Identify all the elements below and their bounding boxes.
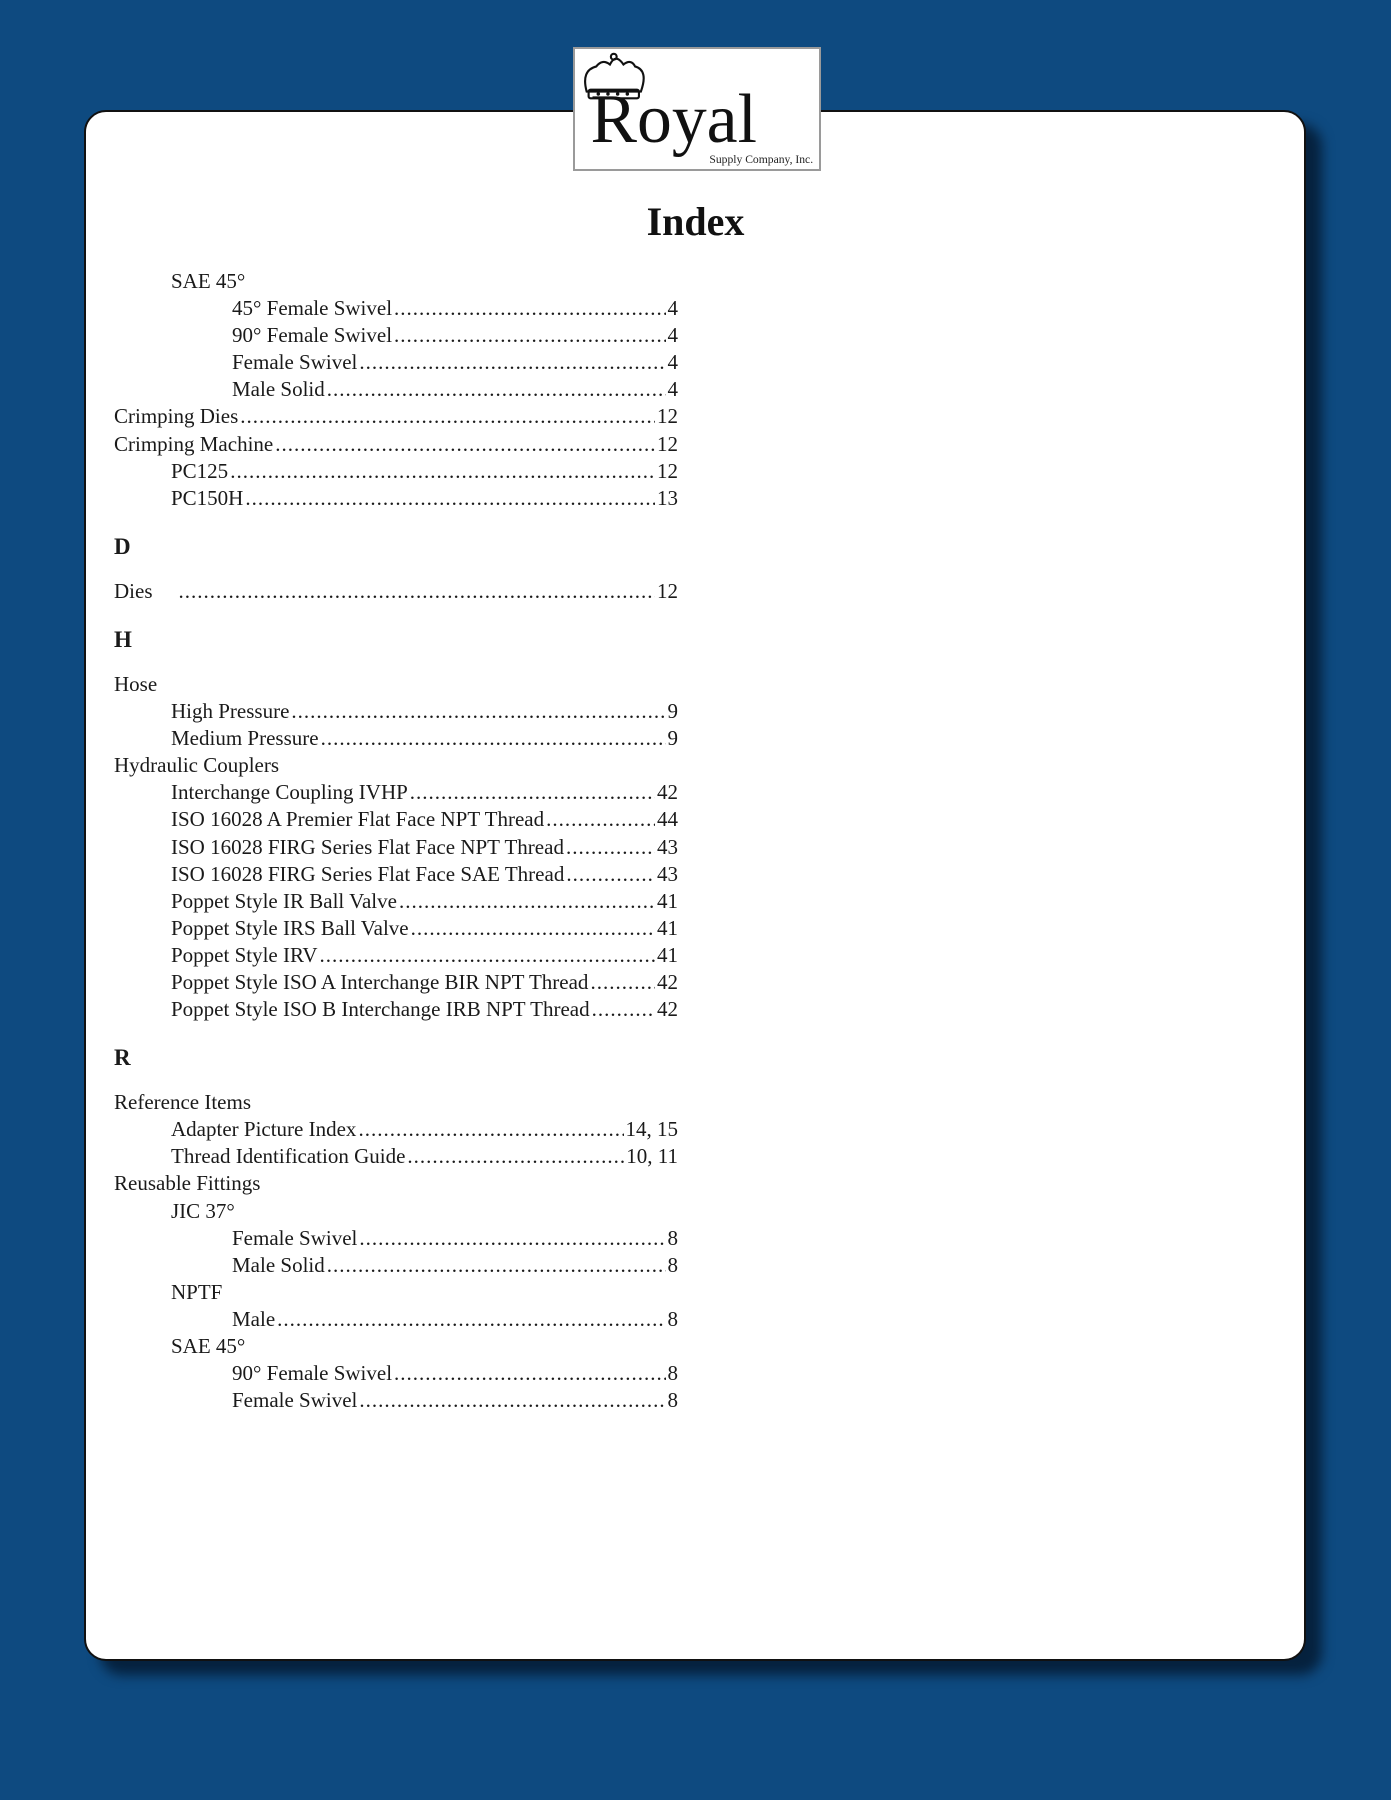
section-heading: H xyxy=(114,626,132,652)
index-entry xyxy=(114,1333,678,1360)
crown-logo-icon xyxy=(575,49,819,169)
index-entry xyxy=(114,295,678,322)
page-number: 12 xyxy=(657,578,678,603)
index-entry xyxy=(114,1279,678,1306)
entry-label: Dies xyxy=(114,578,153,603)
page-number: 12 xyxy=(657,431,678,456)
entry-label: Crimping Machine xyxy=(114,431,274,456)
dot-leader xyxy=(245,485,655,512)
dot-leader xyxy=(590,969,655,996)
entry-label: Thread Identification Guide xyxy=(171,1144,406,1169)
page-number: 43 xyxy=(657,834,678,859)
entry-label: PC125 xyxy=(171,458,229,483)
entry-label: Poppet Style IRV xyxy=(171,942,318,967)
index-entry xyxy=(114,1360,678,1387)
index-entry xyxy=(114,779,678,806)
index-entry xyxy=(114,915,678,942)
page-number: 4 xyxy=(667,350,678,375)
section-heading: D xyxy=(114,533,131,559)
index-entry xyxy=(114,996,678,1023)
page-number: 41 xyxy=(657,888,678,913)
entry-label: NPTF xyxy=(171,1279,223,1304)
dot-leader xyxy=(566,861,655,888)
dot-leader xyxy=(592,996,655,1023)
royal-logo xyxy=(573,47,821,171)
index-entry xyxy=(114,349,678,376)
page-number: 4 xyxy=(667,296,678,321)
page-number: 42 xyxy=(657,780,678,805)
entry-label: 90° Female Swivel xyxy=(232,323,393,348)
entry-label: Male Solid xyxy=(232,377,325,402)
page-number: 43 xyxy=(657,861,678,886)
entry-label: Poppet Style ISO B Interchange IRB NPT Thread xyxy=(171,997,590,1022)
dot-leader xyxy=(291,698,665,725)
index-entry xyxy=(114,322,678,349)
index-entry xyxy=(114,752,678,779)
page-number: 13 xyxy=(657,485,678,510)
index-entry xyxy=(114,1198,678,1225)
index-entry xyxy=(114,1089,678,1116)
index-entry xyxy=(114,671,678,698)
entry-label: ISO 16028 A Premier Flat Face NPT Thread xyxy=(171,807,545,832)
entry-label: ISO 16028 FIRG Series Flat Face SAE Thread xyxy=(171,861,565,886)
page-number: 9 xyxy=(667,699,678,724)
index-entry xyxy=(114,698,678,725)
index-entry xyxy=(114,376,678,403)
index-entry xyxy=(114,1143,678,1170)
entry-label: Poppet Style IRS Ball Valve xyxy=(171,915,409,940)
index-entry xyxy=(114,1252,678,1279)
page-number: 42 xyxy=(657,969,678,994)
entry-label: PC150H xyxy=(171,485,244,510)
dot-leader xyxy=(320,942,656,969)
svg-text:Royal: Royal xyxy=(590,80,757,158)
page-number: 14, 15 xyxy=(625,1117,678,1142)
index-entry xyxy=(114,458,678,485)
page-number: 12 xyxy=(657,458,678,483)
dot-leader xyxy=(359,1225,665,1252)
dot-leader xyxy=(327,376,666,403)
index-entry xyxy=(114,403,678,430)
dot-leader xyxy=(240,403,655,430)
dot-leader xyxy=(275,431,655,458)
entry-label: Hose xyxy=(114,671,158,696)
section-heading: R xyxy=(114,1045,131,1071)
index-entry xyxy=(114,1170,678,1197)
page-number: 44 xyxy=(657,807,678,832)
entry-label: Interchange Coupling IVHP xyxy=(171,780,408,805)
page-number: 41 xyxy=(657,942,678,967)
index-entry xyxy=(114,1306,678,1333)
dot-leader xyxy=(410,779,655,806)
dot-leader xyxy=(327,1252,666,1279)
dot-leader xyxy=(277,1306,665,1333)
dot-leader xyxy=(394,295,665,322)
page-number: 12 xyxy=(657,404,678,429)
entry-label: Poppet Style ISO A Interchange BIR NPT Thread xyxy=(171,969,589,994)
entry-label: 45° Female Swivel xyxy=(232,296,393,321)
page-number: 10, 11 xyxy=(626,1144,678,1169)
entry-label: Reusable Fittings xyxy=(114,1171,261,1196)
entry-label: Male xyxy=(232,1306,276,1331)
dot-leader xyxy=(407,1143,624,1170)
entry-label: ISO 16028 FIRG Series Flat Face NPT Thread xyxy=(171,834,564,859)
dot-leader xyxy=(358,1116,623,1143)
dot-leader xyxy=(566,834,655,861)
page-number: 8 xyxy=(667,1252,678,1277)
dot-leader xyxy=(179,578,656,605)
dot-leader xyxy=(230,458,655,485)
entry-label: Poppet Style IR Ball Valve xyxy=(171,888,397,913)
entry-label: 90° Female Swivel xyxy=(232,1361,393,1386)
page-number: 41 xyxy=(657,915,678,940)
index-entry xyxy=(114,1225,678,1252)
entry-label: Reference Items xyxy=(114,1090,252,1115)
entry-label: Adapter Picture Index xyxy=(171,1117,357,1142)
entry-label: Female Swivel xyxy=(232,1225,358,1250)
index-entry xyxy=(114,485,678,512)
index-entry xyxy=(114,942,678,969)
page-number: 9 xyxy=(667,726,678,751)
entry-label: SAE 45° xyxy=(171,1334,246,1358)
index-entry xyxy=(114,861,678,888)
entry-label: Male Solid xyxy=(232,1252,325,1277)
page-number: 8 xyxy=(667,1361,678,1386)
page-number: 42 xyxy=(657,997,678,1022)
entry-label: Female Swivel xyxy=(232,350,358,375)
page-number: 4 xyxy=(667,377,678,402)
dot-leader xyxy=(394,322,665,349)
entry-label: Medium Pressure xyxy=(171,726,319,751)
index-entry xyxy=(114,834,678,861)
entry-label: Hydraulic Couplers xyxy=(114,753,280,778)
page-number: 8 xyxy=(667,1306,678,1331)
page-number: 8 xyxy=(667,1225,678,1250)
page-number: 8 xyxy=(667,1388,678,1413)
svg-text:Supply Company, Inc.: Supply Company, Inc. xyxy=(709,153,814,167)
dot-leader xyxy=(411,915,655,942)
entry-label: Female Swivel xyxy=(232,1388,358,1413)
index-entry xyxy=(114,1387,678,1414)
index-entry xyxy=(114,725,678,752)
index-entry xyxy=(114,1116,678,1143)
dot-leader xyxy=(359,349,665,376)
page-number: 4 xyxy=(667,323,678,348)
index-entry xyxy=(114,578,678,605)
index-entry xyxy=(114,969,678,996)
page-title: Index xyxy=(646,199,745,244)
index-entry xyxy=(114,806,678,833)
entry-label: Crimping Dies xyxy=(114,404,239,429)
dot-leader xyxy=(394,1360,665,1387)
dot-leader xyxy=(399,888,655,915)
entry-label: SAE 45° xyxy=(171,269,246,293)
index-entry xyxy=(114,268,678,295)
index-list xyxy=(114,268,678,1414)
entry-label: High Pressure xyxy=(171,699,290,724)
index-entry xyxy=(114,888,678,915)
index-entry xyxy=(114,431,678,458)
dot-leader xyxy=(321,725,666,752)
dot-leader xyxy=(359,1387,665,1414)
entry-label: JIC 37° xyxy=(171,1198,235,1223)
dot-leader xyxy=(546,806,655,833)
